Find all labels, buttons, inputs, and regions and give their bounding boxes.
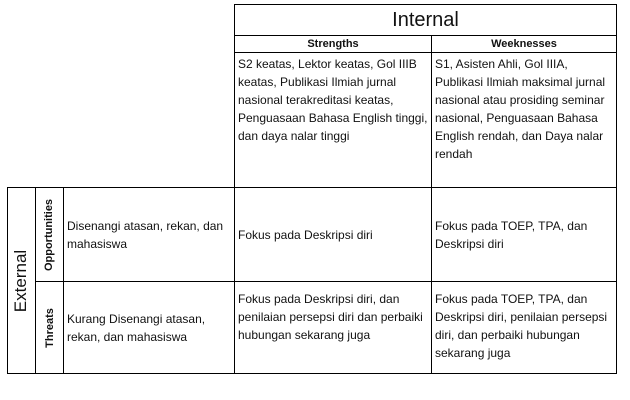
st-strategy: Fokus pada Deskripsi diri, dan penilaian persepsi diri dan perbaiki hubungan sekarang juga (238, 292, 423, 342)
weaknesses-header (431, 35, 617, 53)
st-strategy-cell (234, 281, 432, 374)
opportunities-header-label: Opportunities (43, 198, 56, 271)
so-strategy-cell (234, 187, 432, 282)
so-strategy: Fokus pada Deskripsi diri (238, 227, 373, 242)
strengths-header-label: Strengths (307, 38, 359, 50)
threats-description: Kurang Disenangi atasan, rekan, dan mahasiswa (67, 311, 206, 344)
opportunities-header (35, 187, 64, 282)
internal-header-label: Internal (392, 8, 459, 31)
threats-header-label: Threats (43, 307, 56, 348)
weaknesses-description: S1, Asisten Ahli, Gol IIIA, Publikasi Ilmiah maksimal jurnal nasional atau prosiding seminar nasional, Penguasaan Bahasa English rendah, dan Daya nalar rendah (435, 57, 606, 161)
strengths-description: S2 keatas, Lektor keatas, Gol IIIB keatas, Publikasi Ilmiah jurnal nasional terakreditasi keatas, Penguasaan Bahasa English tinggi, dan daya nalar tinggi (238, 57, 428, 143)
weaknesses-header-label: Weeknesses (491, 38, 557, 50)
wt-strategy: Fokus pada TOEP, TPA, dan Deskripsi diri, penilaian persepsi diri, dan perbaiki hubungan sekarang juga (435, 292, 608, 360)
threats-header (35, 281, 64, 374)
weaknesses-description-cell (431, 52, 617, 188)
external-header (7, 187, 36, 374)
wo-strategy: Fokus pada TOEP, TPA, dan Deskripsi diri (435, 219, 588, 251)
opportunities-description: Disenangi atasan, rekan, dan mahasiswa (67, 218, 224, 251)
wo-strategy-cell (431, 187, 617, 282)
threats-description-cell (63, 281, 235, 374)
wt-strategy-cell (431, 281, 617, 374)
strengths-description-cell (234, 52, 432, 188)
strengths-header (234, 35, 432, 53)
external-header-label: External (11, 249, 31, 312)
internal-header (234, 4, 617, 36)
opportunities-description-cell (63, 187, 235, 282)
